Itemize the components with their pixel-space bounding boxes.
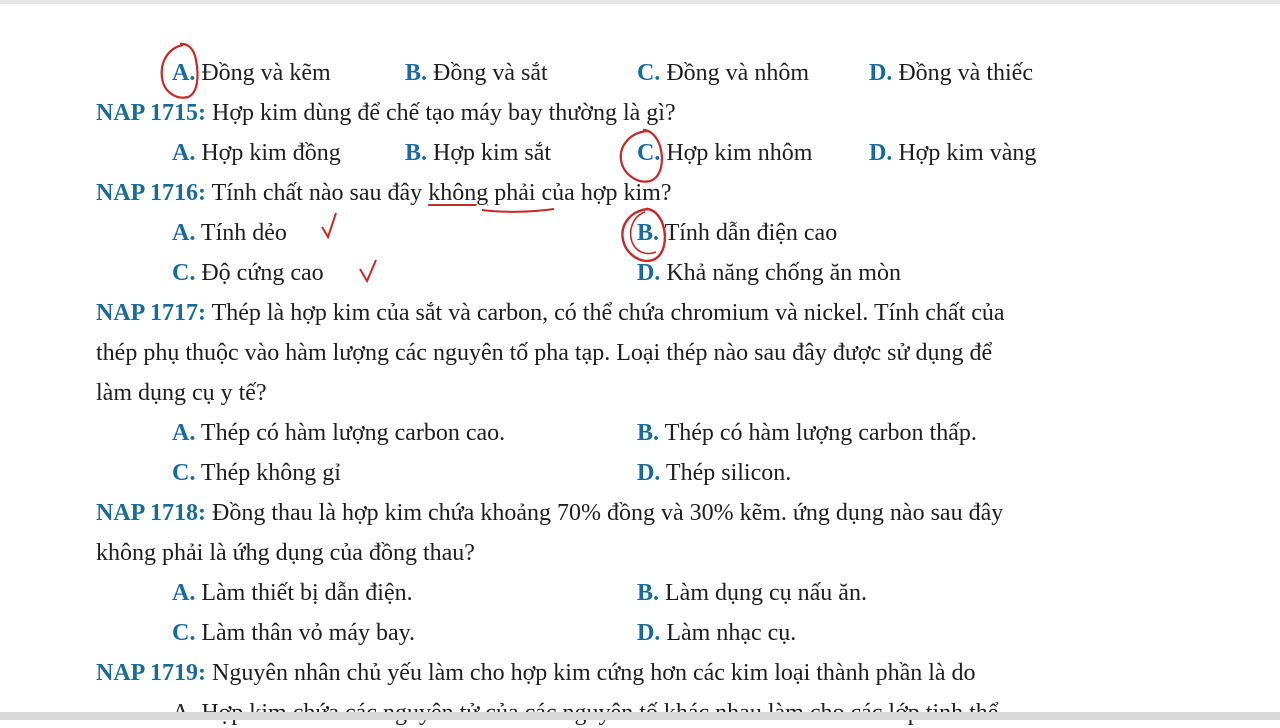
option-1714-b (405, 58, 548, 88)
question-id: NAP 1719: (96, 660, 206, 686)
option-text: Độ cứng cao (201, 260, 324, 286)
option-text: Đồng và kẽm (201, 60, 331, 86)
question-text-underlined: không (428, 180, 489, 206)
option-1719-a-clipped (0, 690, 1280, 712)
question-text-after: phải của hợp kim? (494, 180, 672, 206)
option-text: Tính dẫn điện cao (664, 220, 838, 246)
check-mark-1716-c (360, 260, 376, 281)
option-text: Làm thân vỏ máy bay. (201, 620, 416, 646)
option-text: Thép có hàm lượng carbon thấp. (664, 420, 977, 446)
question-1719 (96, 658, 976, 688)
option-1718-d (637, 618, 796, 648)
option-text: Thép có hàm lượng carbon cao. (200, 420, 506, 446)
question-text: Nguyên nhân chủ yếu làm cho hợp kim cứng hơn các kim loại thành phần là do (212, 660, 976, 686)
question-1716 (96, 178, 672, 208)
option-1716-c (172, 258, 324, 288)
option-letter: C. (172, 620, 196, 646)
check-mark-1716-a (322, 213, 336, 237)
question-id: NAP 1715: (96, 100, 206, 126)
bottom-border (0, 712, 1280, 720)
option-letter: C. (637, 140, 661, 166)
option-letter: A. (172, 420, 196, 446)
option-1717-a (172, 418, 505, 448)
option-1718-a (172, 578, 413, 608)
option-1714-d (869, 58, 1033, 88)
option-letter: B. (405, 140, 428, 166)
option-letter: A. (172, 220, 196, 246)
option-1714-a (172, 58, 331, 88)
option-1714-c (637, 58, 809, 88)
option-letter: B. (637, 420, 660, 446)
question-text: Đồng thau là hợp kim chứa khoảng 70% đồng và 30% kẽm. ứng dụng nào sau đây (212, 500, 1004, 526)
option-1716-b (637, 218, 837, 248)
option-text: Đồng và nhôm (666, 60, 809, 86)
option-1715-a (172, 138, 341, 168)
option-1716-a (172, 218, 287, 248)
question-text: Hợp kim dùng để chế tạo máy bay thường là gì? (212, 100, 676, 126)
option-text: Làm dụng cụ nấu ăn. (665, 580, 867, 606)
question-1715 (96, 98, 676, 128)
option-letter: A. (172, 140, 196, 166)
option-letter: D. (869, 140, 893, 166)
top-border (0, 0, 1280, 4)
option-1718-c (172, 618, 415, 648)
option-letter: C. (637, 60, 661, 86)
option-1716-d (637, 258, 901, 288)
option-1717-c (172, 458, 341, 488)
option-text: Làm thiết bị dẫn điện. (201, 580, 413, 606)
option-text: Khả năng chống ăn mòn (666, 260, 901, 286)
option-text: Thép silicon. (665, 460, 792, 486)
option-letter: B. (637, 580, 660, 606)
question-id: NAP 1717: (96, 300, 206, 326)
option-text: Tính dẻo (200, 220, 287, 246)
option-letter: D. (637, 460, 661, 486)
option-letter: A. (172, 60, 196, 86)
question-1717-line3: làm dụng cụ y tế? (96, 380, 267, 406)
question-1718-line1 (96, 498, 1003, 528)
option-letter: D. (637, 620, 661, 646)
option-1717-d (637, 458, 791, 488)
question-id: NAP 1718: (96, 500, 206, 526)
option-letter: A. (172, 580, 196, 606)
option-text: Đồng và sắt (433, 60, 548, 86)
option-text: Đồng và thiếc (898, 60, 1033, 86)
underline-mark-khong (482, 209, 554, 212)
option-text: Hợp kim đồng (201, 140, 341, 166)
option-letter: C. (172, 460, 196, 486)
option-letter: D. (637, 260, 661, 286)
question-id: NAP 1716: (96, 180, 206, 206)
option-1715-d (869, 138, 1036, 168)
question-text: Thép là hợp kim của sắt và carbon, có thể chứa chromium và nickel. Tính chất của (211, 300, 1005, 326)
question-1717-line2: thép phụ thuộc vào hàm lượng các nguyên tố pha tạp. Loại thép nào sau đây được sử dụng để (96, 340, 993, 366)
question-1718-line2: không phải là ứhg dụng của đồng thau? (96, 540, 475, 566)
option-text: Hợp kim vàng (898, 140, 1037, 166)
question-1717-line1 (96, 298, 1005, 328)
question-text-before: Tính chất nào sau đây (211, 180, 423, 206)
option-1715-b (405, 138, 551, 168)
option-letter: D. (869, 60, 893, 86)
option-letter: B. (637, 220, 660, 246)
option-letter: B. (405, 60, 428, 86)
option-text: Hợp kim nhôm (666, 140, 813, 166)
option-1715-c (637, 138, 812, 168)
option-letter: C. (172, 260, 196, 286)
option-text: Làm nhạc cụ. (666, 620, 797, 646)
option-1718-b (637, 578, 867, 608)
option-1717-b (637, 418, 977, 448)
option-text: Thép không gỉ (200, 460, 341, 486)
option-text: Hợp kim sắt (433, 140, 552, 166)
